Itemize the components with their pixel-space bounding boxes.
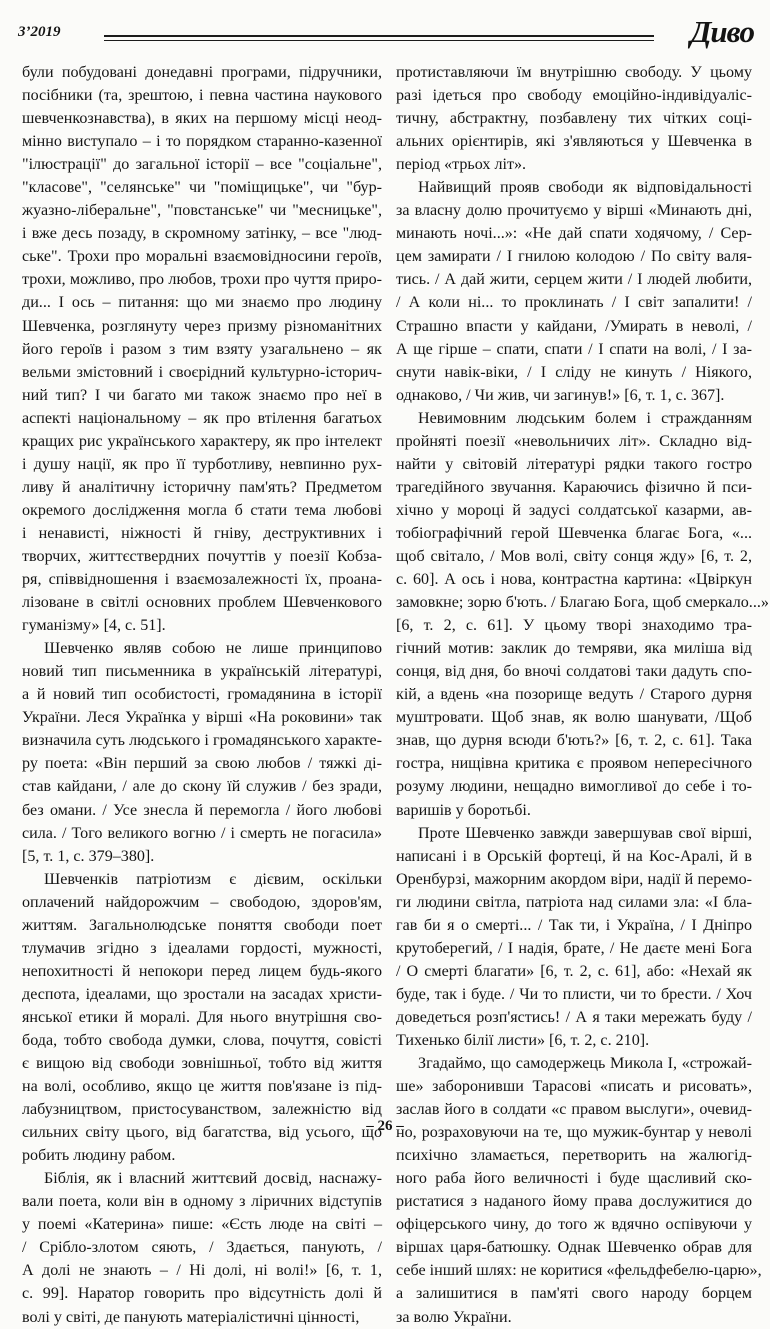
text-line: і вже десь позаду, в скромному затінку, – все "люд- <box>22 225 382 243</box>
text-line: мінно виступало – і то порядком старанно-казенної <box>22 133 382 151</box>
magazine-logo: Дивo <box>690 14 754 49</box>
paragraph <box>396 822 752 1052</box>
text-line: Невимовним людським болем і стражданням <box>418 409 752 427</box>
paragraph <box>396 176 752 406</box>
text-line: кращих рис українського характеру, як про інтелект <box>22 432 382 450</box>
text-line: цем замирати / І гнилою колодою / По світу валя- <box>396 248 752 266</box>
text-line: с. 99]. Наратор говорить про відсутність долі й <box>22 1285 382 1303</box>
paragraph <box>22 637 382 867</box>
text-line: були побудовані донедавні програми, підручники, <box>22 64 382 81</box>
text-line: Шевченка, розглянуту через призму різноманітних <box>22 317 382 335</box>
text-line: минають ночі...»: «Не дай спати ходячому, / Сер- <box>396 225 752 243</box>
left-column <box>22 61 382 1329</box>
text-line: а й новий тип особистості, громадянина в історії <box>22 686 382 704</box>
text-line: вали поета, коли він в одному з ліричних відступів <box>22 1193 382 1211</box>
text-line: муштровати. Щоб знав, як волю шанувати, /Щоб <box>396 709 752 727</box>
text-line: України. Леся Українка у вірші «На роковини» так <box>22 709 382 727</box>
text-line: Тихенько білії листи» [6, т. 2, с. 210]. <box>396 1031 650 1049</box>
text-line: хічно у мороці й задусі солдатської казарми, ав- <box>396 501 752 519</box>
paragraph <box>22 1167 382 1328</box>
text-line: Оренбурзі, мажорним акордом віри, надії й перемо- <box>396 870 752 888</box>
text-line: непохитності й непокори перед лицем будь-якого <box>22 962 382 980</box>
text-line: гостра, нищівна критика є проявом непересічного <box>396 755 752 773</box>
text-line: психічно зламається, перетворить на жалюгід- <box>396 1147 752 1165</box>
text-line: у поемі «Катерина» пише: «Єсть люде на світі – <box>22 1216 382 1234</box>
text-line: ди... І ось – питання: що ми знаємо про людину <box>22 294 382 312</box>
right-column <box>396 61 769 1329</box>
text-line: сильних світу цього, від багатства, від усього, що <box>22 1124 382 1142</box>
text-line: варишів у боротьбі. <box>396 801 531 819</box>
text-line: гічний мотив: заклик до темряви, яка миліша від <box>396 640 752 658</box>
text-line: Біблія, як і власний життєвий досвід, наснажу- <box>44 1170 382 1188</box>
text-line: окремого дослідження могла б стати тема любові <box>22 501 382 519</box>
text-line: період «трьох літ». <box>396 156 527 174</box>
text-line: ря, співвідношення і взаємозалежності їх, проана- <box>22 571 382 589</box>
header-rule <box>104 35 654 37</box>
text-line: гав би я о смерті... / Так ти, і Україна, / І Дніпро <box>396 916 752 934</box>
page-header <box>16 14 756 52</box>
text-line: життям. Загальнолюдське поняття свободи поет <box>22 916 382 934</box>
text-line: на волі, особливо, якщо це життя пов'язане із під- <box>22 1078 382 1096</box>
text-line: і душу нації, як про її турботливу, невпинно рух- <box>22 455 382 473</box>
text-line: визначила суть людського і громадянського характе- <box>22 732 382 750</box>
text-line: жуазно-ліберальне", "повстанське" чи "месницьке", <box>22 202 382 220</box>
text-line: сила. / Того великого вогню / і смерть не погасила» <box>22 824 382 842</box>
text-line: тичну, абстрактну, позбавлену тих чітких соці- <box>396 110 752 128</box>
text-line: однаково, / Чи жив, чи загинув!» [6, т. 1, с. 367]. <box>396 386 725 404</box>
text-line: снути навік-віки, / І сліду не кинуть / Ніякого, <box>396 363 752 381</box>
header-rule-thin <box>104 40 654 41</box>
paragraph <box>22 61 382 637</box>
text-line: [6, т. 2, с. 61]. У цьому творі знаходимо тра- <box>396 617 752 635</box>
text-line: гуманізму» [4, с. 51]. <box>22 617 166 635</box>
text-line: ний тип? І чи багато ми також знаємо про неї в <box>22 386 382 404</box>
text-line: аспекті національному – як про втілення багатьох <box>22 409 382 427</box>
text-line: пройняті поезії «невольничих літ». Складно від- <box>396 432 752 450</box>
text-line: без омани. / Усе знесла й перемогла / його любові <box>22 801 382 819</box>
issue-number: 3’2019 <box>18 24 61 40</box>
text-line: і ненависті, ніжності й гніву, деструктивних і <box>22 524 382 542</box>
text-line: волі у світі, де панують матеріалістичні цінності, <box>22 1308 360 1326</box>
text-line: віршах царя-батюшку. Однак Шевченко обрав для <box>396 1239 752 1257</box>
text-line: оплачений найдорожчим – свободою, здоров'ям, <box>22 893 382 911</box>
text-line: Згадаймо, що самодержець Микола І, «строжай- <box>418 1055 752 1073</box>
text-line: тобіографічний герой Шевченка благає Бога, «... <box>396 524 752 542</box>
text-line: [5, т. 1, с. 379–380]. <box>22 847 155 865</box>
text-line: себе інший шлях: не коритися «фельдфебелю-царю», <box>396 1262 762 1280</box>
text-line: за власну долю прочитуємо у вірші «Минають дні, <box>396 202 752 220</box>
text-line: ше» заборонивши Тарасові «писать и рисовать», <box>396 1078 752 1096</box>
text-line: доведеться розп'ястись! / А я таки мережать буду / <box>396 1008 752 1026</box>
text-line: / Срібло-злотом сяють, / Здається, панують, / <box>22 1239 382 1257</box>
text-line: ного раба його величності і буде щасливий ско- <box>396 1170 752 1188</box>
text-line: кій, а вдень «на позорище ведуть / Старого дурня <box>396 686 752 704</box>
text-line: офіцерського чину, до того ж вдячно оспівуючи у <box>396 1216 752 1234</box>
page-number: – 26 – <box>366 1118 404 1134</box>
text-line: А долі не знають – / Ні долі, ні волі!» [6, т. 1, <box>22 1262 382 1280</box>
text-line: "ілюстрації" до загальної історії – все "соціальне", <box>22 156 382 174</box>
text-line: но, розраховуючи на те, що мужик-бунтар у неволі <box>396 1124 752 1142</box>
text-line: "класове", "селянське" чи "поміщицьке", чи "бур- <box>22 179 382 197</box>
text-line: замовкне; зорю б'ють. / Благаю Бога, щоб смеркало...» <box>396 594 769 612</box>
text-line: а залишитися в пам'яті свого народу борцем <box>396 1285 752 1303</box>
text-line: Проте Шевченко завжди завершував свої вірші, <box>418 824 752 842</box>
text-line: сонця, від дня, бо вночі солдатові таки дадуть спо- <box>396 663 752 681</box>
text-line: с. 60]. А ось і нова, контрастна картина: «Цвіркун <box>396 571 752 589</box>
text-line: заслав його в солдати «с правом выслуги», очевид- <box>396 1101 752 1119</box>
text-line: новий тип письменника в українській літературі, <box>22 663 382 681</box>
paragraph <box>396 407 769 822</box>
text-line: розуму людини, нещадно вимогливої до себе і то- <box>396 778 752 796</box>
text-line: разі ідеться про свободу емоційно-індивідуаліс- <box>396 87 752 105</box>
text-line: найти у світовій літературі рядки такого гостро <box>396 455 752 473</box>
text-line: Шевченків патріотизм є дієвим, оскільки <box>44 870 382 888</box>
text-line: трохи, можливо, про любов, трохи про чуття приро- <box>22 271 382 289</box>
text-line: посібники (та, зрештою, і певна частина наукового <box>22 87 382 105</box>
text-line: бода, тобто свобода думки, слова, почуття, cовісті <box>22 1031 382 1049</box>
text-line: ру поета: «Він перший за свою любов / тяжкі ді- <box>22 755 382 773</box>
text-line: вельми змістовний і своєрідний культурно-історич- <box>22 363 382 381</box>
text-line: тись. / А дай жити, серцем жити / І людей любити, <box>396 271 752 289</box>
text-line: крутоберегий, / І надія, брате, / Не даєте мені Бога <box>396 939 752 957</box>
text-line: трагедійного звучання. Караючись фізично й пси- <box>396 478 752 496</box>
text-line: за волю України. <box>396 1308 512 1326</box>
text-line: / О смерті благати» [6, т. 2, с. 61], або: «Нехай як <box>396 962 752 980</box>
text-line: щоб світало, / Мов волі, світу сонця жду» [6, т. 2, <box>396 547 752 565</box>
text-line: є вищою від свободи зовнішньої, тобто від життя <box>22 1055 382 1073</box>
text-line: його героїв і разом з тим взяту узагальнено – як <box>22 340 382 358</box>
text-line: А ще гірше – спати, спати / І спати на волі, / І за- <box>396 340 752 358</box>
paragraph <box>396 1052 762 1329</box>
paragraph <box>396 61 752 176</box>
text-line: ристатися з наданого йому права дослужитися до <box>396 1193 752 1211</box>
text-line: Найвищий прояв свободи як відповідальності <box>418 179 752 197</box>
text-line: буде, так і буде. / Чи то плисти, чи то брести. / Хоч <box>396 985 752 1003</box>
text-line: робить людину рабом. <box>22 1147 176 1165</box>
text-line: Страшно впасти у кайдани, /Умирать в неволі, / <box>396 317 752 335</box>
text-line: ське". Трохи про моральні взаємовідносини героїв, <box>22 248 382 266</box>
text-line: творчих, життєствердних почуттів у поезії Кобза- <box>22 547 382 565</box>
text-line: Шевченко являв собою не лише принципово <box>44 640 382 658</box>
text-line: альних орієнтирів, які з'являються у Шевченка в <box>396 133 752 151</box>
text-line: тлумачив згідно з ідеалами гордості, мужності, <box>22 939 382 957</box>
text-line: ливу й аналітичну історичну пам'ять? Предметом <box>22 478 382 496</box>
text-line: знав, що дурня всюди б'ють?» [6, т. 2, с. 61]. Така <box>396 732 752 750</box>
text-line: лабузництвом, пристосуванством, залежністю від <box>22 1101 382 1119</box>
text-line: янської етики й моралі. Для нього внутрішня сво- <box>22 1008 382 1026</box>
text-line: написані і в Орській фортеці, й на Кос-Аралі, й в <box>396 847 752 865</box>
text-line: лізоване в світлі основних проблем Шевченкового <box>22 594 382 612</box>
text-line: ги людини світла, патріота над силами зла: «І бла- <box>396 893 752 911</box>
text-line: протиставляючи їм внутрішню свободу. У цьому <box>396 64 752 81</box>
text-line: шевченкознавства), в яких на першому місці неод- <box>22 110 382 128</box>
text-line: став кайдани, / але до скону їй служив / без зради, <box>22 778 382 796</box>
text-line: / А коли ні... то проклинать / І світ запалити! / <box>396 294 752 312</box>
text-line: деспота, ідеалами, що зростали на засадах христи- <box>22 985 382 1003</box>
